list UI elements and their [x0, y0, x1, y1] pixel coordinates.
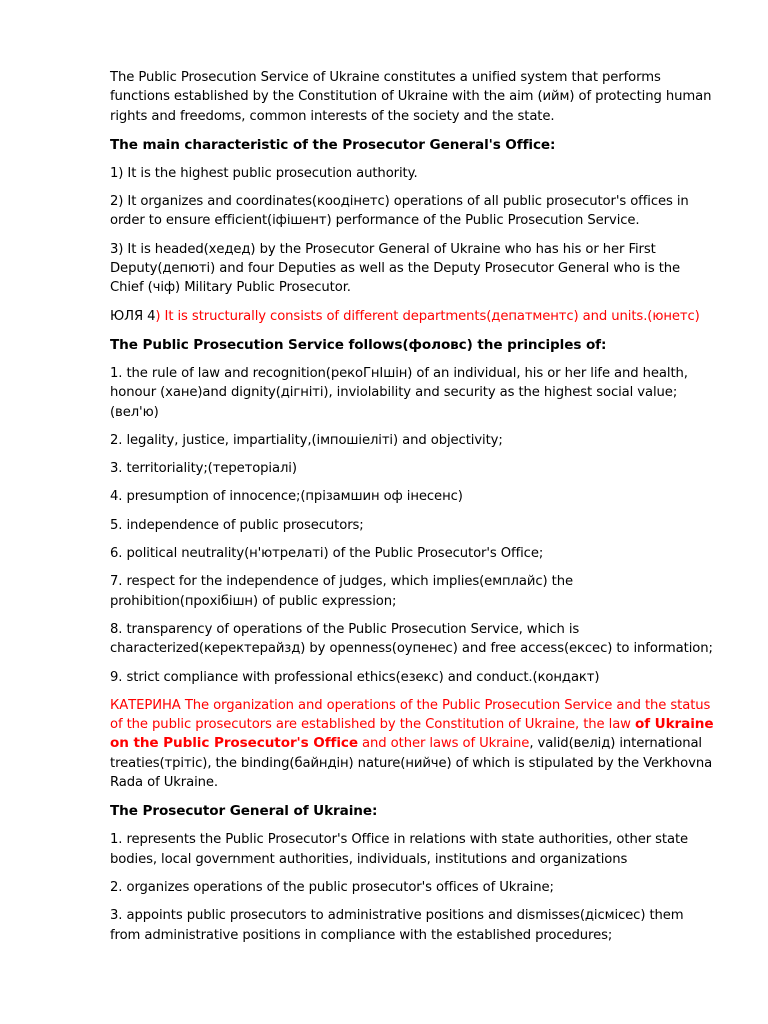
organization-paragraph: [110, 696, 716, 792]
organization-highlight-1: КАТЕРИНА The organization and operations of the Public Prosecution Service and the status of the public prosecutors are established by the Constitution of Ukraine, the law: [110, 697, 711, 733]
principle-9: 9. strict compliance with professional ethics(езекс) and conduct.(кондакт): [110, 669, 600, 685]
characteristic-4-prefix: ЮЛЯ 4: [110, 308, 156, 324]
heading-prosecutor-general: The Prosecutor General of Ukraine:: [110, 803, 378, 820]
principle-2: 2. legality, justice, impartiality,(імпошіеліті) and objectivity;: [110, 432, 503, 448]
principle-3: 3. territoriality;(тереторіалі): [110, 461, 297, 477]
organization-highlight-bold: of Ukraine on the Public Prosecutor's Office: [110, 716, 714, 752]
duty-2: 2. organizes operations of the public prosecutor's offices of Ukraine;: [110, 879, 554, 895]
heading-principles: The Public Prosecution Service follows(фоловс) the principles of:: [110, 336, 607, 353]
duty-1: 1. represents the Public Prosecutor's Office in relations with state authorities, other state bodies, local government authorities, individuals, institutions and organizations: [110, 832, 689, 867]
organization-highlight-2: and other laws of Ukraine: [357, 736, 530, 752]
characteristic-3: 3) It is headed(хедед) by the Prosecutor General of Ukraine who has his or her First Deputy(депюті) and four Deputies as well as the Deputy Prosecutor General who is the Chief (чіф) Military Public Prosecutor.: [110, 241, 681, 296]
principle-6: 6. political neutrality(н'ютрелаті) of the Public Prosecutor's Office;: [110, 546, 544, 562]
principle-1: 1. the rule of law and recognition(рекоГнІшін) of an individual, his or her life and health, honour (хане)and dignity(дігніті), inviolability and security as the highest social value;(вел'ю): [110, 365, 688, 420]
principle-7: 7. respect for the independence of judges, which implies(емплайс) the prohibition(прохібішн) of public expression;: [110, 574, 573, 609]
characteristic-4: [110, 307, 716, 326]
duty-3: 3. appoints public prosecutors to administrative positions and dismisses(дісмісес) them from administrative positions in compliance with the established procedures;: [110, 908, 684, 943]
characteristic-4-highlight: ) It is structurally consists of different departments(депатментс) and units.(юнетс): [155, 308, 700, 324]
characteristic-1: 1) It is the highest public prosecution authority.: [110, 165, 418, 181]
principle-8: 8. transparency of operations of the Public Prosecution Service, which is characterized(керектерайзд) by openness(оупенес) and free access(ексес) to information;: [110, 621, 713, 657]
heading-main-characteristic: The main characteristic of the Prosecutor General's Office:: [110, 136, 556, 153]
principle-5: 5. independence of public prosecutors;: [110, 517, 364, 533]
principle-4: 4. presumption of innocence;(прізамшин оф інесенс): [110, 489, 463, 505]
document-body: [110, 68, 716, 954]
characteristic-2: 2) It organizes and coordinates(коодінетс) operations of all public prosecutor's offices in order to ensure efficient(іфішент) performance of the Public Prosecution Service.: [110, 194, 689, 229]
intro-paragraph: The Public Prosecution Service of Ukraine constitutes a unified system that performs functions established by the Constitution of Ukraine with the aim (ийм) of protecting human rights and freedoms, common interests of the society and the state.: [110, 70, 712, 124]
organization-text: , valid(велід) international treaties(трітіс), the binding(байндін) nature(нийче) of which is stipulated by the Verkhovna Rada of Ukraine.: [110, 736, 713, 791]
